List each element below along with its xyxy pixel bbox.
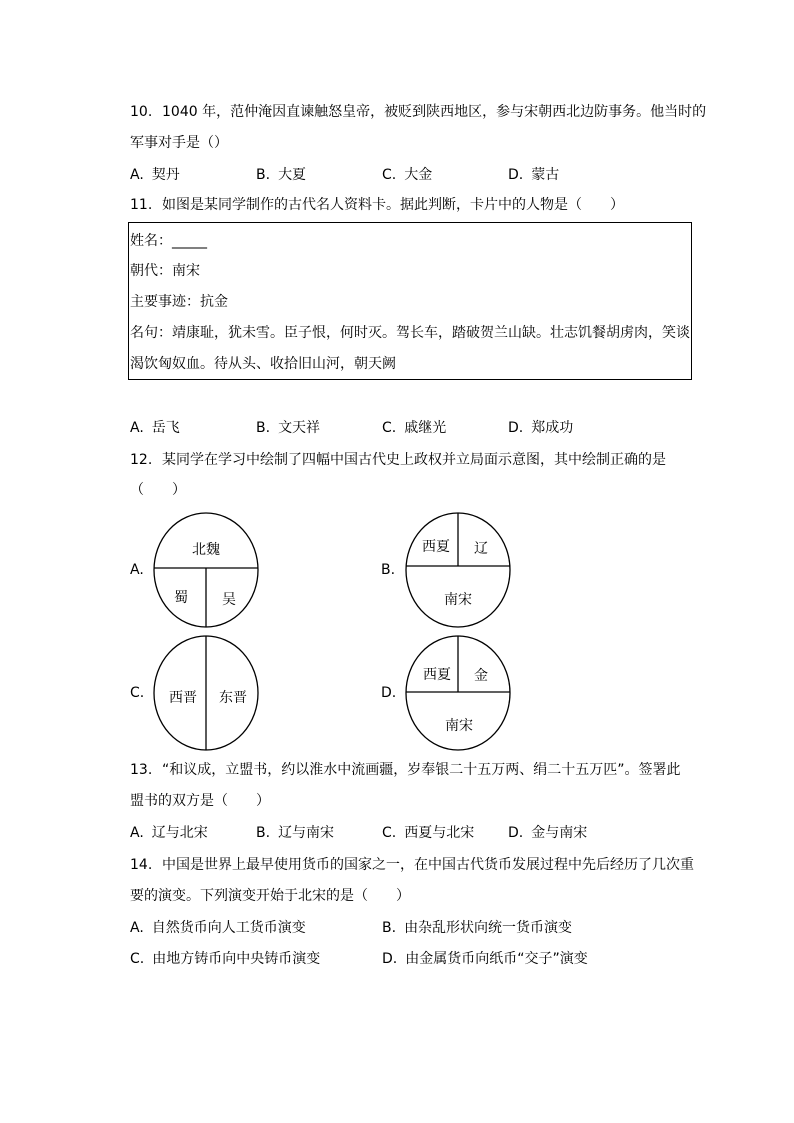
card-name-field: 姓名：_____ bbox=[130, 233, 207, 249]
option-c bbox=[382, 418, 446, 438]
card-deeds-field: 主要事迹：抗金 bbox=[130, 294, 228, 310]
region-label-right: 东晋 bbox=[219, 690, 247, 706]
question-number: 12. bbox=[130, 452, 153, 468]
option-text: 大夏 bbox=[278, 167, 307, 183]
option-letter: A. bbox=[130, 420, 144, 436]
option-d bbox=[508, 165, 559, 185]
region-label-left: 西晋 bbox=[169, 690, 197, 706]
question-stem-line: 要的演变。下列演变开始于北宋的是（ ） bbox=[130, 888, 410, 904]
region-label-bottom: 南宋 bbox=[444, 592, 472, 608]
diagram-b bbox=[402, 508, 514, 632]
option-letter: A. bbox=[130, 920, 144, 936]
region-label-bottom: 南宋 bbox=[445, 718, 473, 734]
diagram-a bbox=[150, 508, 262, 632]
option-letter: B. bbox=[256, 825, 271, 841]
option-letter: D. bbox=[508, 825, 524, 841]
card-dynasty-field: 朝代：南宋 bbox=[130, 263, 200, 279]
option-letter: B. bbox=[256, 420, 271, 436]
question-number: 10. bbox=[130, 104, 153, 120]
question-number: 13. bbox=[130, 762, 153, 778]
option-letter: D. bbox=[508, 167, 524, 183]
option-text: 文天祥 bbox=[278, 420, 321, 436]
option-letter: B. bbox=[256, 167, 271, 183]
option-text: 自然货币向人工货币演变 bbox=[151, 920, 306, 936]
question-stem-line: 中国是世界上最早使用货币的国家之一，在中国古代货币发展过程中先后经历了几次重 bbox=[162, 857, 694, 873]
card-quote-line: 名句：靖康耻，犹未雪。臣子恨，何时灭。驾长车，踏破贺兰山缺。壮志饥餐胡虏肉，笑谈 bbox=[130, 325, 690, 341]
option-letter: D. bbox=[382, 951, 398, 967]
option-d bbox=[382, 949, 588, 969]
option-letter: C. bbox=[130, 951, 145, 967]
question-stem-line: 某同学在学习中绘制了四幅中国古代史上政权并立局面示意图，其中绘制正确的是 bbox=[162, 452, 666, 468]
option-letter: C. bbox=[382, 167, 397, 183]
option-a bbox=[130, 165, 180, 185]
option-letter: B. bbox=[382, 920, 397, 936]
option-d bbox=[508, 823, 587, 843]
diagram-d bbox=[402, 631, 514, 755]
option-a bbox=[130, 823, 208, 843]
region-label-top-left: 西夏 bbox=[423, 667, 451, 683]
question-stem-line: 军事对手是（） bbox=[130, 135, 228, 151]
option-b bbox=[382, 918, 572, 938]
region-label-bottom-right: 吴 bbox=[222, 592, 236, 608]
option-text: 岳飞 bbox=[151, 420, 180, 436]
option-c bbox=[382, 165, 432, 185]
option-b bbox=[256, 418, 320, 438]
option-text: 由金属货币向纸币“交子”演变 bbox=[405, 951, 588, 967]
option-letter: C. bbox=[382, 825, 397, 841]
question-stem-line: 盟书的双方是（ ） bbox=[130, 793, 270, 809]
option-letter: D. bbox=[508, 420, 524, 436]
region-label-top-left: 西夏 bbox=[422, 539, 450, 555]
option-text: 郑成功 bbox=[531, 420, 574, 436]
question-stem-line: （ ） bbox=[130, 482, 186, 498]
region-label-bottom-left: 蜀 bbox=[174, 590, 188, 606]
option-letter: A. bbox=[130, 825, 144, 841]
option-a-letter: A. bbox=[130, 562, 144, 578]
card-quote-line: 渴饮匈奴血。待从头、收拾旧山河，朝天阙 bbox=[130, 356, 396, 372]
option-c bbox=[130, 949, 320, 969]
question-number: 14. bbox=[130, 857, 153, 873]
question-stem-line: 如图是某同学制作的古代名人资料卡。据此判断，卡片中的人物是（ ） bbox=[162, 197, 624, 213]
option-text: 辽与南宋 bbox=[278, 825, 335, 841]
option-b bbox=[256, 823, 334, 843]
option-d bbox=[508, 418, 573, 438]
option-text: 蒙古 bbox=[531, 167, 560, 183]
option-a bbox=[130, 418, 180, 438]
profile-card bbox=[128, 222, 692, 380]
option-text: 大金 bbox=[404, 167, 433, 183]
option-d-letter: D. bbox=[381, 685, 397, 701]
region-label-top-right: 金 bbox=[474, 668, 488, 684]
option-b bbox=[256, 165, 306, 185]
diagram-c bbox=[150, 631, 262, 755]
question-stem-line: “和议成，立盟书，约以淮水中流画疆，岁奉银二十五万两、绢二十五万匹”。签署此 bbox=[162, 762, 681, 778]
question-number: 11. bbox=[130, 197, 153, 213]
question-stem-line: 1040 年，范仲淹因直谏触怒皇帝，被贬到陕西地区，参与宋朝西北边防事务。他当时的 bbox=[162, 104, 707, 120]
region-label-top: 北魏 bbox=[192, 542, 220, 558]
region-label-top-right: 辽 bbox=[474, 541, 488, 557]
option-a bbox=[130, 918, 306, 938]
option-text: 由杂乱形状向统一货币演变 bbox=[404, 920, 573, 936]
option-text: 西夏与北宋 bbox=[404, 825, 475, 841]
option-letter: A. bbox=[130, 167, 144, 183]
option-text: 金与南宋 bbox=[531, 825, 588, 841]
option-b-letter: B. bbox=[381, 562, 396, 578]
option-c bbox=[382, 823, 474, 843]
option-text: 戚继光 bbox=[404, 420, 447, 436]
option-text: 辽与北宋 bbox=[151, 825, 208, 841]
option-text: 由地方铸币向中央铸币演变 bbox=[152, 951, 321, 967]
option-c-letter: C. bbox=[130, 685, 145, 701]
option-letter: C. bbox=[382, 420, 397, 436]
option-text: 契丹 bbox=[151, 167, 180, 183]
